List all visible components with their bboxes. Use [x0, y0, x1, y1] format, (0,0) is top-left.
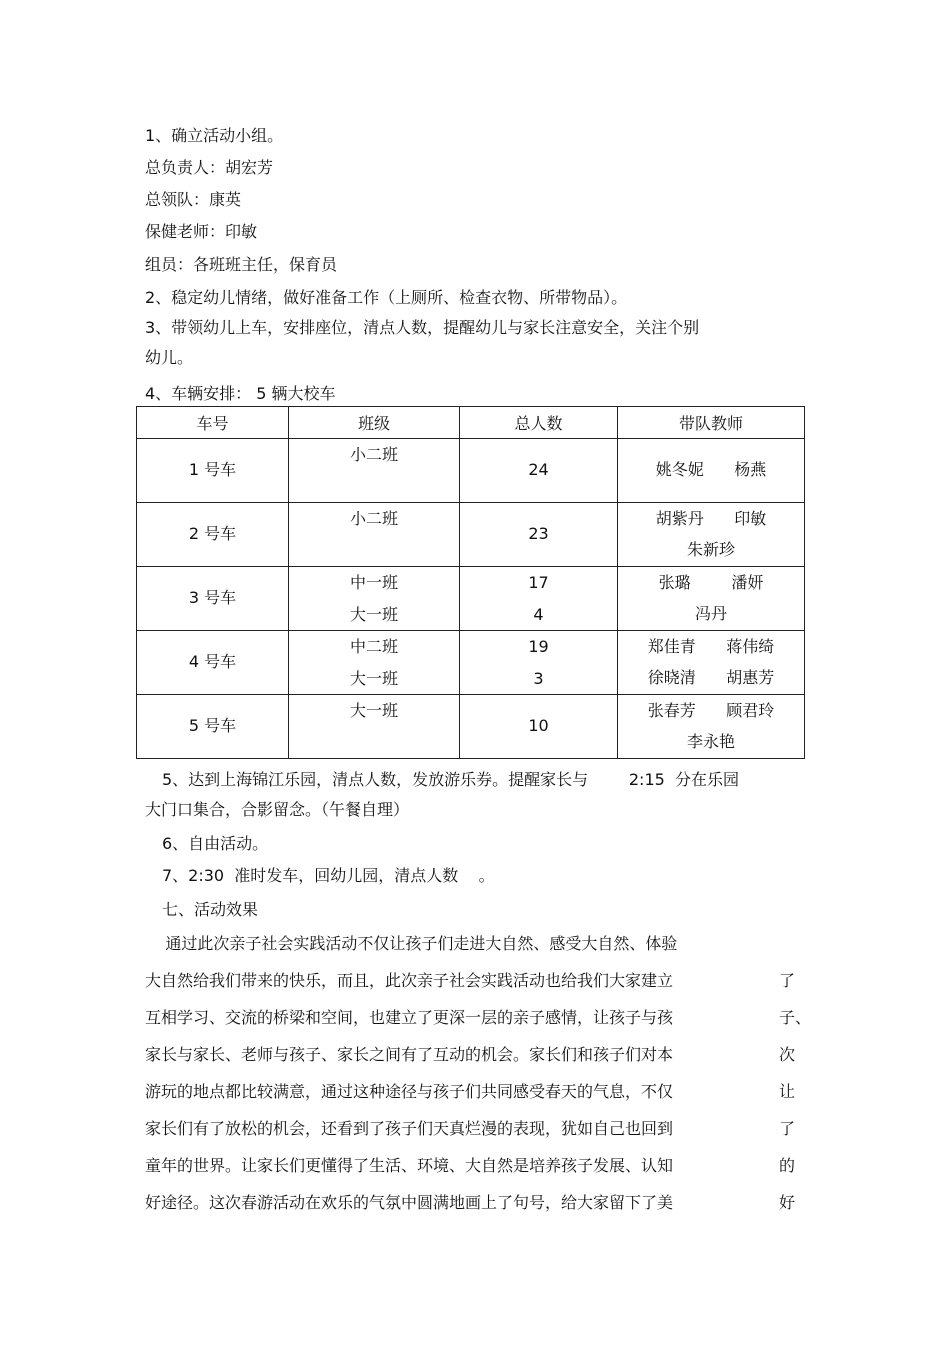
section-5-line-cont: 大门口集合，合影留念。（午餐自理） — [145, 800, 410, 819]
section-6-line: 6、自由活动。 — [162, 834, 269, 853]
teacher-names: 郑佳青 蒋伟绮 — [647, 637, 775, 656]
car-label: 3 号车 — [188, 588, 237, 607]
table-row — [137, 695, 805, 759]
paragraph-line-tail: 次 — [779, 1045, 796, 1064]
count-cell — [460, 567, 618, 631]
paragraph-line-tail: 的 — [779, 1156, 796, 1175]
paragraph-line-tail: 让 — [779, 1082, 796, 1101]
section-2-line: 2、稳定幼儿情绪，做好准备工作（上厕所、检查衣物、所带物品）。 — [145, 288, 628, 307]
teacher-names: 姚冬妮 杨燕 — [655, 460, 767, 479]
header-count: 总人数 — [460, 407, 618, 439]
paragraph-line: 家长与家长、老师与孩子、家长之间有了互动的机会。家长们和孩子们对本 — [145, 1045, 674, 1064]
section-4-line: 4、车辆安排： 5 辆大校车 — [145, 384, 336, 403]
class-cell — [289, 567, 460, 631]
count-value: 24 — [528, 460, 549, 479]
class-label: 小二班 — [349, 445, 398, 464]
paragraph-line: 大自然给我们带来的快乐，而且，此次亲子社会实践活动也给我们大家建立 — [145, 971, 674, 990]
teacher-cell — [618, 695, 805, 759]
teacher-names: 张璐 潘妍 — [658, 573, 764, 592]
class-list — [289, 637, 459, 689]
vehicle-table — [136, 406, 805, 759]
car-cell — [137, 695, 289, 759]
car-label: 1 号车 — [188, 460, 237, 479]
header-teachers: 带队教师 — [618, 407, 805, 439]
header-car: 车号 — [137, 407, 289, 439]
members-line: 组员：各班班主任，保育员 — [145, 255, 338, 274]
table-header-row — [137, 407, 805, 439]
teacher-names: 朱新珍 — [686, 540, 735, 559]
count-list — [460, 573, 617, 625]
count-cell — [460, 439, 618, 503]
class-list — [289, 573, 459, 625]
table-row — [137, 567, 805, 631]
count-value: 19 — [528, 637, 549, 656]
count-cell — [460, 503, 618, 567]
paragraph-line-tail: 了 — [779, 971, 796, 990]
class-cell — [289, 695, 460, 759]
paragraph-line: 互相学习、交流的桥梁和空间，也建立了更深一层的亲子感情，让孩子与孩 — [145, 1008, 674, 1027]
paragraph-line-tail: 子、 — [779, 1008, 812, 1027]
class-label: 小二班 — [349, 509, 398, 528]
teacher-cell — [618, 439, 805, 503]
count-value: 4 — [533, 605, 544, 624]
class-cell — [289, 503, 460, 567]
class-label: 中二班 — [349, 637, 398, 656]
table-row — [137, 439, 805, 503]
paragraph-line-tail: 了 — [779, 1119, 796, 1138]
teacher-names: 胡紫丹 印敏 — [655, 509, 767, 528]
paragraph-line: 童年的世界。让家长们更懂得了生活、环境、大自然是培养孩子发展、认知 — [145, 1156, 674, 1175]
count-value: 17 — [528, 573, 549, 592]
class-label: 大一班 — [349, 669, 398, 688]
car-label: 5 号车 — [188, 716, 237, 735]
team-lead-line: 总领队：康英 — [145, 190, 242, 209]
teacher-cell — [618, 503, 805, 567]
class-label: 大一班 — [349, 605, 398, 624]
count-value: 23 — [528, 524, 549, 543]
teacher-list — [618, 509, 804, 571]
section-5-line: 5、达到上海锦江乐园，清点人数，发放游乐券。提醒家长与 2:15 分在乐园 — [162, 770, 739, 789]
section-3-line-cont: 幼儿。 — [145, 348, 194, 367]
count-cell — [460, 631, 618, 695]
class-label: 大一班 — [349, 701, 398, 720]
car-label: 4 号车 — [188, 652, 237, 671]
teacher-list — [618, 637, 804, 699]
leader-line: 总负责人：胡宏芳 — [145, 158, 274, 177]
count-list — [460, 637, 617, 689]
teacher-cell — [618, 631, 805, 695]
section-3-line: 3、带领幼儿上车，安排座位，清点人数，提醒幼儿与家长注意安全，关注个别 — [145, 318, 700, 337]
teacher-list — [618, 701, 804, 763]
teacher-cell — [618, 567, 805, 631]
car-label: 2 号车 — [188, 524, 237, 543]
class-cell — [289, 439, 460, 503]
section-1-heading: 1、确立活动小组。 — [145, 126, 284, 145]
results-heading: 七、活动效果 — [162, 900, 259, 919]
count-value: 10 — [528, 716, 549, 735]
car-cell — [137, 631, 289, 695]
count-value: 3 — [533, 669, 544, 688]
teacher-names: 李永艳 — [686, 732, 735, 751]
class-cell — [289, 631, 460, 695]
teacher-names: 冯丹 — [694, 604, 727, 623]
section-7-line: 7、2:30 准时发车，回幼儿园，清点人数 。 — [162, 866, 495, 885]
table-row — [137, 503, 805, 567]
paragraph-line-tail: 好 — [779, 1193, 796, 1212]
teacher-names: 徐晓清 胡惠芳 — [647, 668, 775, 687]
count-cell — [460, 695, 618, 759]
paragraph-line: 好途径。这次春游活动在欢乐的气氛中圆满地画上了句号，给大家留下了美 — [145, 1193, 674, 1212]
header-class: 班级 — [289, 407, 460, 439]
teacher-list — [618, 573, 804, 635]
paragraph-line: 游玩的地点都比较满意，通过这种途径与孩子们共同感受春天的气息，不仅 — [145, 1082, 674, 1101]
class-label: 中一班 — [349, 573, 398, 592]
paragraph-line: 家长们有了放松的机会，还看到了孩子们天真烂漫的表现，犹如自己也回到 — [145, 1119, 674, 1138]
car-cell — [137, 503, 289, 567]
car-cell — [137, 567, 289, 631]
paragraph-line: 通过此次亲子社会实践活动不仅让孩子们走进大自然、感受大自然、体验 — [145, 934, 678, 953]
table-row — [137, 631, 805, 695]
teacher-names: 张春芳 顾君玲 — [647, 701, 775, 720]
health-teacher-line: 保健老师：印敏 — [145, 222, 258, 241]
car-cell — [137, 439, 289, 503]
